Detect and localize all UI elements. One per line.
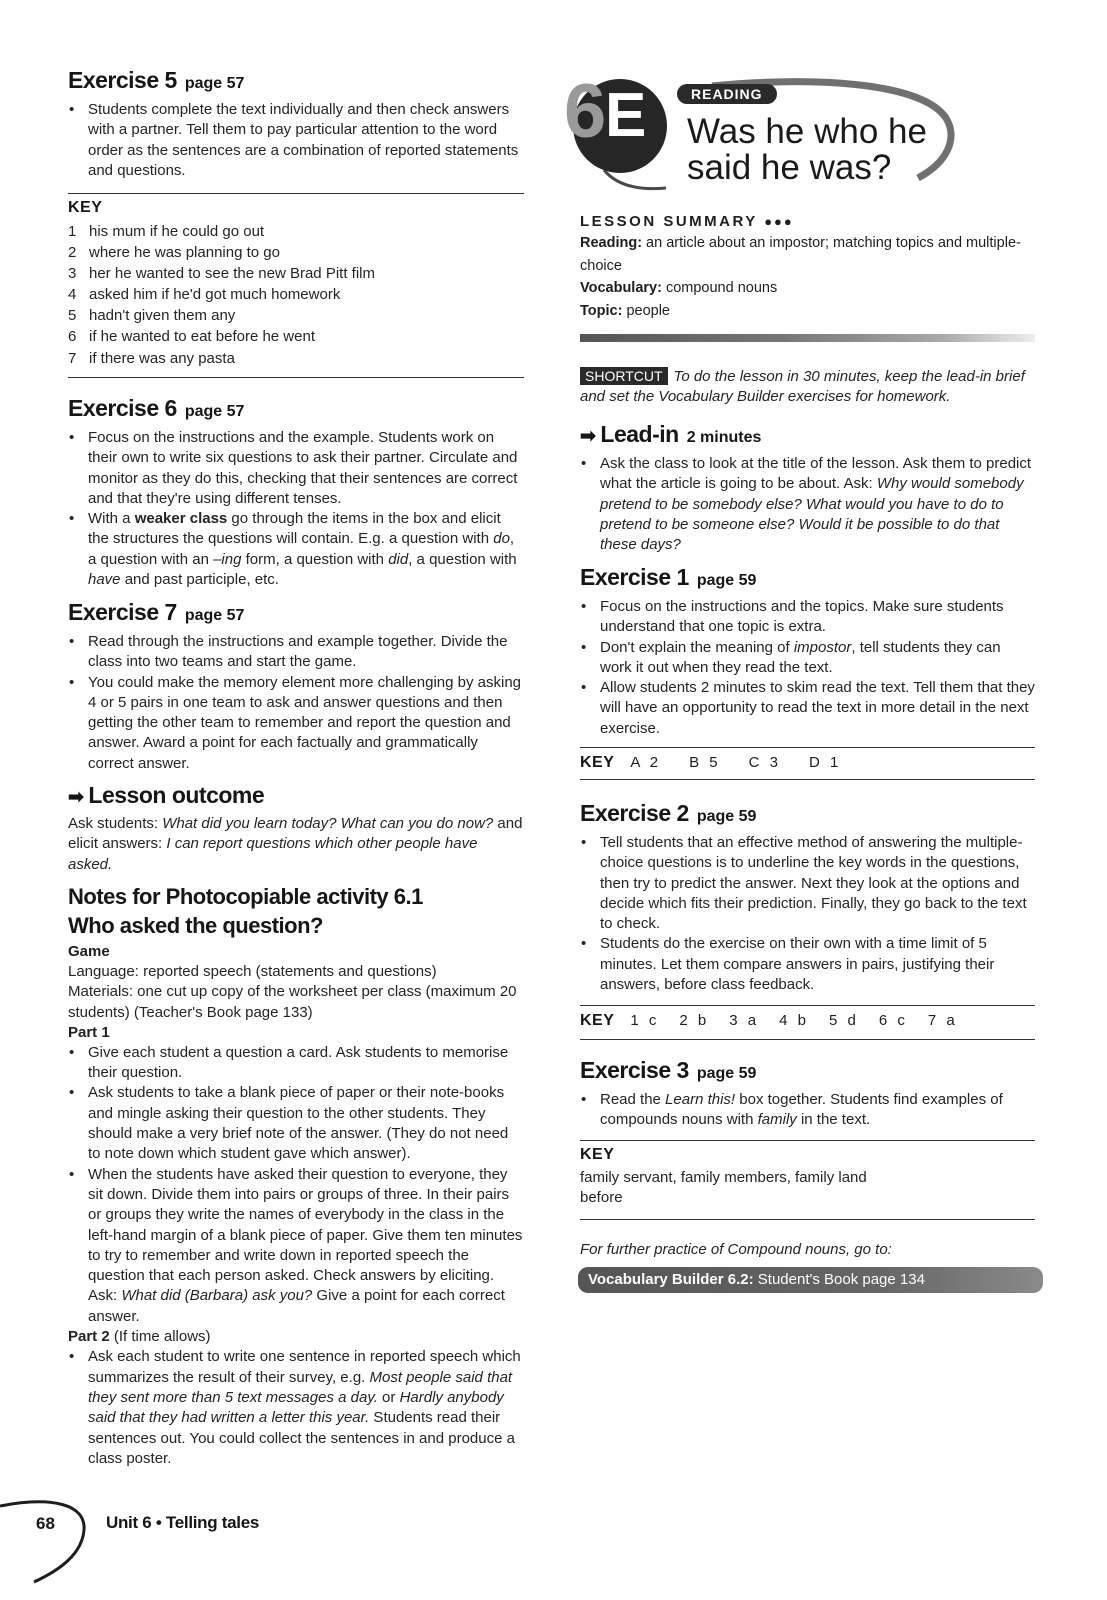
summary-label: Topic: [580,302,623,319]
key-text: if he wanted to eat before he went [89,328,315,346]
arrow-right-icon: ➡ [68,787,84,808]
key-answer: D 1 [808,754,842,771]
key-item [68,348,524,369]
key-answer: 1 c [630,1012,660,1029]
notes-part-1-bullet-3 [68,1165,524,1327]
lesson-number: 6 [564,69,607,154]
exercise-3-key [580,1146,1035,1209]
emphasis: Why would somebody pretend to be somebody else? What would you have to do to pretend to be someone else? Would it be possible to do that these days? [600,475,1024,554]
notes-part-1-label: Part 1 [68,1023,110,1041]
lesson-outcome [68,781,524,875]
key-label: KEY [580,1146,615,1163]
emphasis: Most people said that they sent more than 5 text messages a day. [88,1368,513,1406]
text: , a question with an [88,530,515,568]
summary-text: compound nouns [661,280,778,296]
exercise-3-bullet-1 [580,1090,1035,1131]
unit-title: Unit 6 • Telling tales [106,1513,260,1532]
key-item [68,263,524,284]
exercise-1-key [580,754,1035,772]
key-number: 7 [68,349,77,367]
notes-part-1-bullets [68,1043,524,1327]
exercise-7-bullets [68,632,524,774]
key-text: his mum if he could go out [89,223,265,240]
exercise-5-bullets [68,100,524,181]
exercise-1-title [580,563,1035,595]
key-label: KEY [580,754,615,771]
lesson-summary-header [580,213,1035,230]
page-number: 68 [36,1514,55,1533]
exercise-5-page: page 57 [184,75,245,92]
exercise-1-bullet-3: • Allow students 2 minutes to skim read the text. Tell them that they will have an opportunity to read the text in more detail in the next exercise. [580,678,1035,739]
part-2-bold: Part 2 [68,1328,110,1346]
exercise-3-title [580,1056,1035,1088]
summary-label: Reading: [580,235,643,251]
lesson-letter: E [605,81,647,150]
divider [580,1219,1035,1220]
exercise-2-page: page 59 [696,808,757,825]
key-answer: 7 a [927,1012,958,1029]
divider [580,747,1035,748]
notes-part-2-label [68,1327,524,1347]
text: Ask each student to write one sentence in reported speech which summarizes the result of their survey, e.g. [88,1348,521,1386]
emphasis: –ing [213,550,242,568]
lesson-summary-vocabulary [580,277,1035,300]
key-number: 2 [68,244,77,262]
text: , a question with [408,550,517,568]
key-text: family servant, family members, family land before [580,1169,867,1207]
key-item [68,305,524,326]
exercise-1-bullet-1: • Focus on the instructions and the topics. Make sure students understand that one topic is extra. [580,597,1035,638]
text: Ask students: [68,815,163,832]
exercise-1 [580,563,1035,739]
text: and elicit answers: [68,815,523,853]
lesson-summary-topic [580,300,1035,323]
divider [68,377,524,378]
lesson-summary-label: LESSON SUMMARY [580,213,758,230]
text: Give a point for each correct answer. [88,1287,505,1325]
text: Read the [600,1091,666,1108]
photocopiable-notes [68,882,524,1469]
exercise-3-bullets [580,1090,1035,1131]
text: , tell students they can work it out when they read the text. [600,638,1001,676]
text: or [377,1388,400,1406]
notes-language: Language: reported speech (statements and questions) [68,963,437,980]
emphasis: What did you learn today? What can you do now? [162,815,494,832]
exercise-2-heading: Exercise 2 [580,800,689,826]
exercise-2-key [580,1012,1035,1030]
exercise-3-page: page 59 [696,1065,757,1082]
page-number-swoosh [0,1490,100,1600]
lesson-outcome-heading: Lesson outcome [88,782,265,808]
vocabulary-builder-label: Vocabulary Builder 6.2: [588,1271,754,1288]
exercise-7-title [68,598,524,630]
exercise-3-heading: Exercise 3 [580,1057,689,1083]
key-item [68,326,524,347]
exercise-1-page: page 59 [696,572,757,589]
text: and past participle, etc. [120,571,279,589]
vocabulary-builder-page: Student's Book page 134 [753,1271,925,1288]
exercise-6-bullets [68,428,524,590]
key-item [68,242,524,263]
key-number: 3 [68,265,77,283]
divider [580,1039,1035,1040]
key-number: 1 [68,223,77,240]
key-text: hadn't given them any [89,307,236,325]
notes-game-label: Game [68,943,110,960]
lesson-summary-reading [580,232,1035,277]
key-text: where he was planning to go [89,244,280,262]
exercise-5 [68,66,524,181]
key-number: 4 [68,286,77,304]
summary-text: people [622,302,670,319]
lead-in [580,420,1035,555]
further-practice [580,1240,1035,1260]
divider [580,1140,1035,1141]
key-answer: 4 b [779,1012,809,1029]
notes-part-1-bullet-2: • Ask students to take a blank piece of paper or their note-books and mingle asking their question to the other students. They should make a very brief note of the answer. (They do not need to note down which student gave which answer). [68,1083,524,1164]
text: form, a question with [241,550,389,568]
key-answer: 3 a [729,1012,760,1029]
key-label: KEY [68,199,103,216]
exercise-1-bullets [580,597,1035,739]
exercise-7-bullet-1: • Read through the instructions and example together. Divide the class into two teams and start the game. [68,632,524,673]
notes-materials: Materials: one cut up copy of the worksheet per class (maximum 20 students) (Teacher's Book page 133) [68,983,517,1021]
divider [580,1005,1035,1006]
vocabulary-builder-link[interactable] [578,1267,1043,1293]
key-item [68,221,524,242]
lesson-header [564,69,1035,194]
lesson-outcome-text [68,814,524,875]
text: Ask the class to look at the title of the lesson. Ask them to predict what the article is going to be about. Ask: [600,455,1032,493]
exercise-6 [68,394,524,590]
lead-in-bullets [580,454,1035,555]
emphasis: What did (Barbara) ask you? [121,1287,313,1305]
key-answer: B 5 [689,754,721,771]
exercise-7-page: page 57 [184,607,245,624]
shortcut-badge: SHORTCUT [580,367,668,385]
key-item [68,284,524,305]
key-answer: 2 b [679,1012,710,1029]
lead-in-heading: Lead-in [600,421,679,447]
exercise-1-bullet-2 [580,638,1035,679]
key-answer: A 2 [630,754,662,771]
key-answer: 6 c [878,1012,908,1029]
exercise-6-page: page 57 [184,403,245,420]
emphasis: weaker class [134,510,228,528]
text: go through the items in the box and elicit the structures the questions will contain. E.g. a question with [88,510,501,548]
exercise-6-bullet-1: • Focus on the instructions and the example. Students work on their own to write six questions to ask their partner. Circulate and monitor as they do this, checking that their sentences are correct and that they're using different tenses. [68,428,524,509]
text: box together. Students find examples of compounds nouns with [600,1091,1003,1129]
emphasis: Hardly anybody said that they had written a letter this year. [88,1388,504,1427]
divider [68,193,524,194]
key-number: 6 [68,328,77,346]
lesson-summary [580,213,1035,322]
key-text: asked him if he'd got much homework [89,286,341,304]
key-answer: 5 d [829,1012,859,1029]
exercise-5-key [68,199,524,369]
emphasis: impostor [793,638,852,656]
key-text: her he wanted to see the new Brad Pitt film [89,265,375,283]
part-2-note: (If time allows) [109,1328,211,1346]
exercise-5-key-list [68,221,524,369]
text: With a [88,510,135,528]
lead-in-bullet-1 [580,454,1035,555]
emphasis: I can report questions which other people have asked. [68,835,478,873]
lesson-summary-dots: ●●● [764,214,794,229]
key-answer: C 3 [748,754,781,771]
key-label: KEY [580,1012,615,1029]
exercise-7-heading: Exercise 7 [68,599,177,625]
lesson-title-line-1: Was he who he [687,112,927,151]
exercise-3 [580,1056,1035,1131]
exercise-7-bullet-2: • You could make the memory element more challenging by asking 4 or 5 pairs in one team to ask and answer questions and then getting the other team to remember and report the question and answer. Award a point for each factually and grammatically correct answer. [68,673,524,774]
summary-text: an article about an impostor; matching topics and multiple-choice [580,235,1021,274]
exercise-6-bullet-2 [68,509,524,590]
emphasis: Learn this! [665,1091,736,1108]
shortcut-text: To do the lesson in 30 minutes, keep the lead-in brief and set the Vocabulary Builder exercises for homework. [580,368,1025,406]
text: When the students have asked their question to everyone, they sit down. Divide them into pairs or groups of three. In their pairs or groups they write the names of everybody in the class in the left-hand margin of a blank piece of paper. Give them ten minutes to try to remember and write down in reported speech the question that each person asked. Check answers by eliciting. Ask: [88,1165,523,1305]
lesson-title-line-2: said he was? [687,148,892,187]
exercise-2-bullets [580,833,1035,995]
lead-in-title [580,420,1035,452]
exercise-2-bullet-1: • Tell students that an effective method of answering the multiple-choice questions is to underline the key words in the questions, then try to predict the answer. Next they look at the options and decide which fits their prediction. Finally, they go back to the text to check. [580,833,1035,934]
arrow-right-icon: ➡ [580,426,596,447]
summary-label: Vocabulary: [580,280,662,296]
notes-title: Notes for Photocopiable activity 6.1 [68,884,423,909]
text: Students read their sentences out. You could collect the sentences in and produce a class poster. [88,1409,515,1467]
lesson-outcome-title [68,781,524,812]
exercise-7 [68,598,524,774]
exercise-5-heading: Exercise 5 [68,67,177,93]
exercise-2-title [580,799,1035,831]
exercise-5-title [68,66,524,98]
exercise-1-heading: Exercise 1 [580,564,689,590]
text: in the text. [796,1111,871,1129]
shortcut-note [580,366,1035,408]
swoosh-tail [604,170,666,189]
lesson-title [687,114,927,186]
notes-subtitle: Who asked the question? [68,913,323,938]
summary-divider-bar [580,334,1035,342]
divider [580,779,1035,780]
exercise-6-heading: Exercise 6 [68,395,177,421]
exercise-2 [580,799,1035,995]
key-number: 5 [68,307,77,325]
emphasis: did [388,550,409,568]
emphasis: have [88,571,121,589]
text: Don't explain the meaning of [600,638,794,656]
exercise-2-bullet-2: • Students do the exercise on their own with a time limit of 5 minutes. Let them compare answers in pairs, justifying their answers, before class feedback. [580,934,1035,995]
reading-tag: READING [677,84,777,104]
further-practice-text: For further practice of Compound nouns, go to: [580,1241,892,1258]
notes-part-1-bullet-1: • Give each student a question a card. Ask students to memorise their question. [68,1043,524,1084]
exercise-5-bullet-1: • Students complete the text individually and then check answers with a partner. Tell them to pay particular attention to the word order as the sentences are a combination of reported statements and questions. [68,100,524,181]
notes-part-2-bullet-1 [68,1347,524,1469]
emphasis: family [757,1111,797,1129]
key-text: if there was any pasta [89,349,235,367]
exercise-6-title [68,394,524,426]
lead-in-time: 2 minutes [686,429,762,446]
notes-part-2-bullets [68,1347,524,1469]
emphasis: do [493,530,510,548]
